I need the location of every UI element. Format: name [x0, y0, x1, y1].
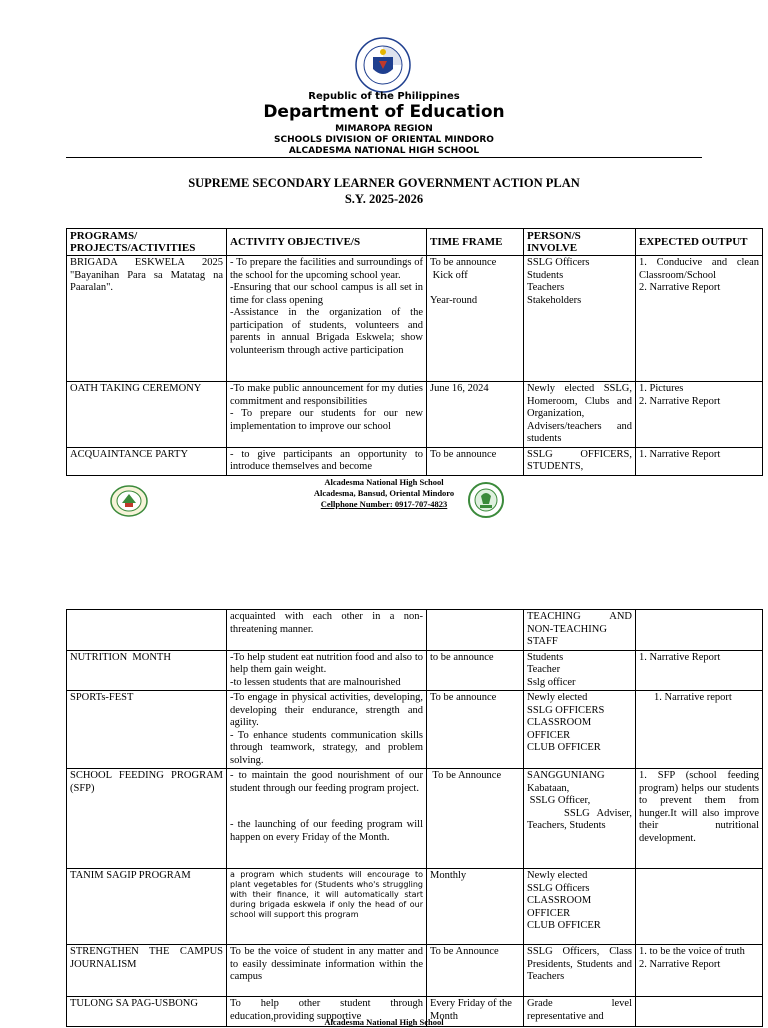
time-cell	[427, 610, 524, 651]
objective-cell: To be the voice of student in any matter and to easily dessiminate information within the campus	[227, 945, 427, 997]
objective-cell: To help other student through education,providing supportive	[227, 997, 427, 1027]
department-title: Department of Education	[263, 102, 505, 122]
output-cell: 1. Conducive and clean Classroom/School 2. Narrative Report	[636, 256, 763, 382]
output-cell: 1. SFP (school feeding program) helps our students to prevent them from hunger.It will also improve their nutritional development.	[636, 769, 763, 869]
table-row	[67, 769, 763, 869]
time-cell: To be Announce	[427, 769, 524, 869]
output-cell: 1. Narrative report	[636, 691, 763, 769]
document-title: SUPREME SECONDARY LEARNER GOVERNMENT ACTION PLAN	[188, 176, 580, 190]
objective-cell: -To help student eat nutrition food and also to help them gain weight. -to lessen students that are malnourished	[227, 650, 427, 691]
table-row	[67, 256, 763, 382]
action-plan-table-page2	[66, 609, 763, 1027]
objective-cell: - to maintain the good nourishment of our student through our feeding program project. - the launching of our feeding program will happen on every Friday of the Month.	[227, 769, 427, 869]
persons-cell: Newly elected SSLG OFFICERS CLASSROOM OFFICER CLUB OFFICER	[524, 691, 636, 769]
time-cell: to be announce	[427, 650, 524, 691]
footer-school: Alcadesma National High School	[324, 477, 444, 487]
header-objectives: ACTIVITY OBJECTIVE/S	[227, 229, 427, 256]
time-cell: To be announce Kick off Year-round	[427, 256, 524, 382]
division-text: SCHOOLS DIVISION OF ORIENTAL MINDORO	[274, 135, 494, 145]
table-header-row	[67, 229, 763, 256]
objective-cell: - To prepare the facilities and surroundings of the school for the upcoming school year. -Ensuring that our school campus is all set in time for class opening -Assistance in the organization of the participation of students, volunteers and parents in annual Brigada Eskwela; show volunteerism through active participation	[227, 256, 427, 382]
table-row	[67, 447, 763, 475]
persons-cell: Students Teacher Sslg officer	[524, 650, 636, 691]
program-cell: OATH TAKING CEREMONY	[67, 382, 227, 448]
table-row	[67, 691, 763, 769]
header-time-frame: TIME FRAME	[427, 229, 524, 256]
deped-seal-logo	[355, 37, 411, 93]
header-output: EXPECTED OUTPUT	[636, 229, 763, 256]
footer-block	[284, 477, 484, 510]
output-cell	[636, 610, 763, 651]
objective-cell: - to give participants an opportunity to introduce themselves and become	[227, 447, 427, 475]
table-row	[67, 945, 763, 997]
school-name: ALCADESMA NATIONAL HIGH SCHOOL	[288, 146, 480, 156]
time-cell: To be announce	[427, 447, 524, 475]
persons-cell: Newly elected SSLG, Homeroom, Clubs and Organization, Advisers/teachers and students	[524, 382, 636, 448]
time-cell: Monthly	[427, 869, 524, 945]
header-divider	[66, 157, 702, 158]
time-cell: Every Friday of the Month	[427, 997, 524, 1027]
sslg-logo-right	[468, 482, 504, 518]
program-cell: TULONG SA PAG-USBONG	[67, 997, 227, 1027]
output-cell	[636, 997, 763, 1027]
program-cell: SCHOOL FEEDING PROGRAM (SFP)	[67, 769, 227, 869]
republic-text: Republic of the Philippines	[308, 91, 460, 102]
program-cell: STRENGTHEN THE CAMPUS JOURNALISM	[67, 945, 227, 997]
persons-cell: SSLG OFFICERS, STUDENTS,	[524, 447, 636, 475]
footer-phone: Cellphone Number: 0917-707-4823	[320, 499, 448, 509]
output-cell: 1. to be the voice of truth 2. Narrative Report	[636, 945, 763, 997]
objective-cell: a program which students will encourage to plant vegetables for (Students who's struggling with their finance, it will automatically start during brigada eskwela if only the head of our school will support this program	[227, 869, 427, 945]
output-cell	[636, 869, 763, 945]
time-cell: To be announce	[427, 691, 524, 769]
persons-cell: Grade level representative and	[524, 997, 636, 1027]
time-cell: June 16, 2024	[427, 382, 524, 448]
header-persons: PERSON/S INVOLVE	[524, 229, 636, 256]
objective-cell: -To make public announcement for my duties commitment and responsibilities - To prepare our students for our new implementation to improve our school	[227, 382, 427, 448]
table-row	[67, 382, 763, 448]
output-cell: 1. Narrative Report	[636, 650, 763, 691]
persons-cell: SSLG Officers Students Teachers Stakeholders	[524, 256, 636, 382]
output-cell: 1. Pictures 2. Narrative Report	[636, 382, 763, 448]
persons-cell: SSLG Officers, Class Presidents, Students and Teachers	[524, 945, 636, 997]
time-cell: To be Announce	[427, 945, 524, 997]
program-cell: TANIM SAGIP PROGRAM	[67, 869, 227, 945]
persons-cell: Newly elected SSLG Officers CLASSROOM OFFICER CLUB OFFICER	[524, 869, 636, 945]
region-text: MIMAROPA REGION	[335, 124, 433, 134]
action-plan-table-page1	[66, 228, 763, 476]
footer-address: Alcadesma, Bansud, Oriental Mindoro	[313, 488, 455, 498]
program-cell: SPORTs-FEST	[67, 691, 227, 769]
output-cell: 1. Narrative Report	[636, 447, 763, 475]
program-cell	[67, 610, 227, 651]
program-cell: NUTRITION MONTH	[67, 650, 227, 691]
objective-cell: acquainted with each other in a non-threatening manner.	[227, 610, 427, 651]
table-row	[67, 610, 763, 651]
objective-cell: -To engage in physical activities, developing, developing their endurance, strength and agility. - To enhance students communication skills through teamwork, strategy, and problem solving.	[227, 691, 427, 769]
persons-cell: TEACHING AND NON-TEACHING STAFF	[524, 610, 636, 651]
footer-next-page: Alcadesma National High School	[324, 1017, 444, 1027]
persons-cell: SANGGUNIANG Kabataan, SSLG Officer, SSLG Adviser, Teachers, Students	[524, 769, 636, 869]
school-year: S.Y. 2025-2026	[344, 192, 424, 206]
table-row	[67, 650, 763, 691]
school-logo-left	[110, 485, 148, 517]
table-row	[67, 869, 763, 945]
program-cell: BRIGADA ESKWELA 2025 "Bayanihan Para sa Matatag na Paaralan".	[67, 256, 227, 382]
header-programs: PROGRAMS/ PROJECTS/ACTIVITIES	[67, 229, 227, 256]
program-cell: ACQUAINTANCE PARTY	[67, 447, 227, 475]
